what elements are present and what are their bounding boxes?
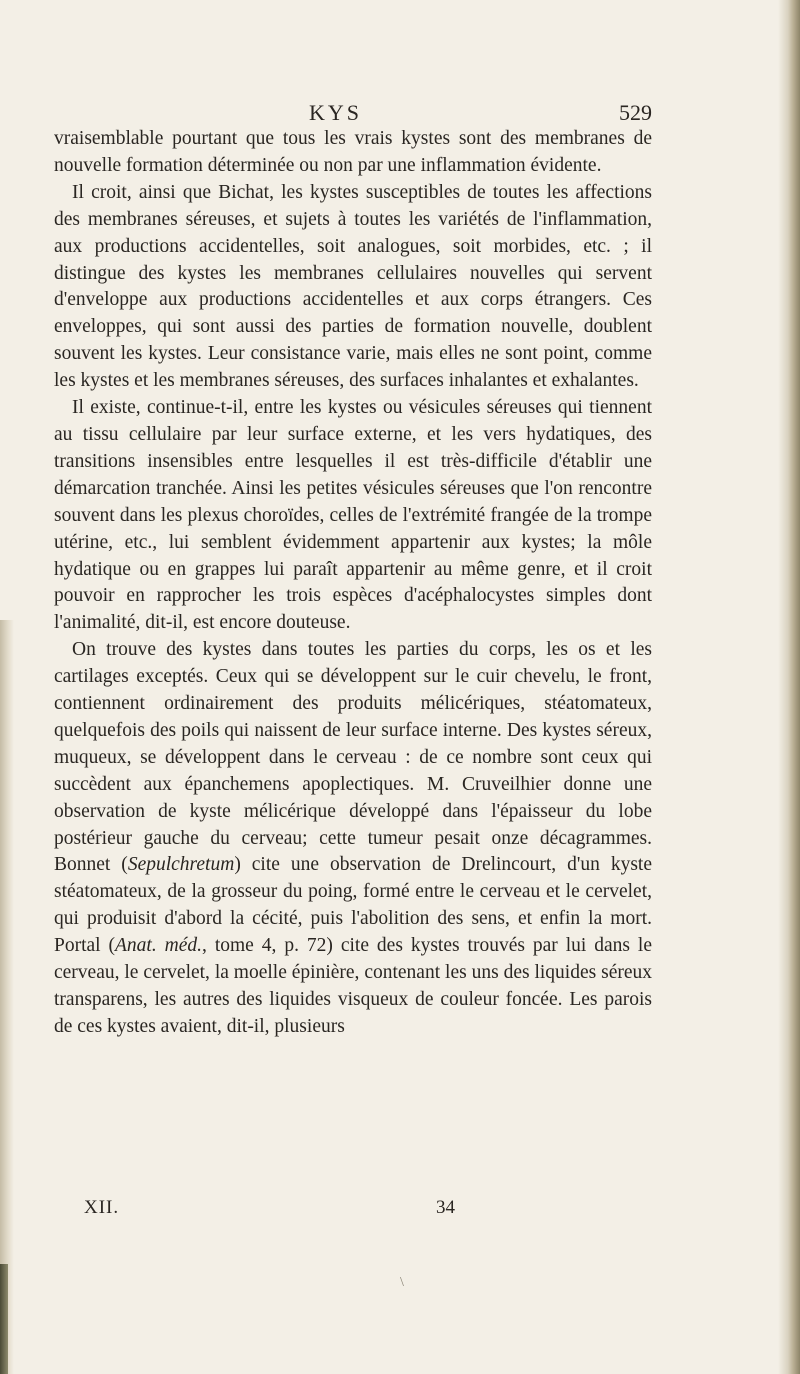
paragraph-4-part-3: , tome 4, p. 72) cite des kystes trouvés par lui dans le cerveau, le cervelet, la moelle épinière, contenant les uns des liquides séreux transparens, les autres des liquides visqueux de couleur foncée. Les parois de ces kystes avaient, dit-il, plusieurs [54, 935, 652, 1037]
paragraph-2: Il croit, ainsi que Bichat, les kystes susceptibles de toutes les affections des membranes séreuses, et sujets à toutes les variétés de l'inflammation, aux productions accidentelles, soit analogues, soit morbides, etc. ; il distingue des kystes les membranes cellulaires nouvelles qui servent d'enveloppe aux productions accidentelles et aux corps étrangers. Ces enveloppes, qui sont aussi des parties de formation nouvelle, doublent souvent les kystes. Leur consistance varie, mais elles ne sont point, comme les kystes et les membranes séreuses, des surfaces inhalantes et exhalantes. [54, 181, 652, 392]
paragraph-4-part-1: On trouve des kystes dans toutes les parties du corps, les os et les cartilages exceptés. Ceux qui se développent sur le cuir chevelu, le front, contiennent ordinairement des produits mélicériques, stéatomateux, quelquefois des poils qui naissent de leur surface interne. Des kystes séreux, muqueux, se développent dans le cerveau : de ce nombre sont ceux qui succèdent aux épanchemens apoplectiques. M. Cruveilhier donne une observation de kyste mélicérique développé dans l'épaisseur du lobe postérieur gauche du cerveau; cette tumeur pesait onze décagrammes. Bonnet ( [54, 639, 652, 876]
page-edge-shadow-left [0, 620, 14, 1374]
paragraph-4 [54, 637, 652, 1041]
paragraph-4-part-2: ) cite une observation de Drelincourt, d'un kyste stéatomateux, de la grosseur du poing, formé entre le cerveau et le cervelet, qui produisit d'abord la cécité, puis l'abolition des sens, et enfin la mort. Portal ( [54, 854, 652, 957]
page-footer [84, 1197, 604, 1225]
running-head: KYS [309, 100, 363, 125]
paragraph-1: vraisemblable pourtant que tous les vrais kystes sont des membranes de nouvelle formation déterminée ou non par une inflammation évidente. [54, 128, 652, 176]
binding-mark [0, 1264, 8, 1374]
citation-anat-med: Anat. méd. [115, 935, 203, 957]
signature-mark: XII. [84, 1197, 120, 1218]
body-text [54, 126, 652, 1041]
page-number: 529 [619, 100, 652, 125]
paragraph-3: Il existe, continue-t-il, entre les kystes ou vésicules séreuses qui tiennent au tissu cellulaire par leur surface externe, et les vers hydatiques, des transitions insensibles entre lesquelles il est très-difficile d'établir une démarcation tranchée. Ainsi les petites vésicules séreuses que l'on rencontre souvent dans les plexus choroïdes, celles de l'extrémité frangée de la trompe utérine, etc., lui semblent évidemment appartenir aux kystes; la môle hydatique ou en grappes lui paraît appartenir au même genre, et il croit pouvoir en rapprocher les trois espèces d'acéphalocystes simples dont l'animalité, dit-il, est encore douteuse. [54, 397, 652, 634]
page-edge-shadow-right [778, 0, 800, 1374]
stray-ink-mark: \ [400, 1275, 404, 1290]
gathering-number: 34 [436, 1197, 455, 1218]
citation-sepulchretum: Sepulchretum [127, 854, 235, 876]
